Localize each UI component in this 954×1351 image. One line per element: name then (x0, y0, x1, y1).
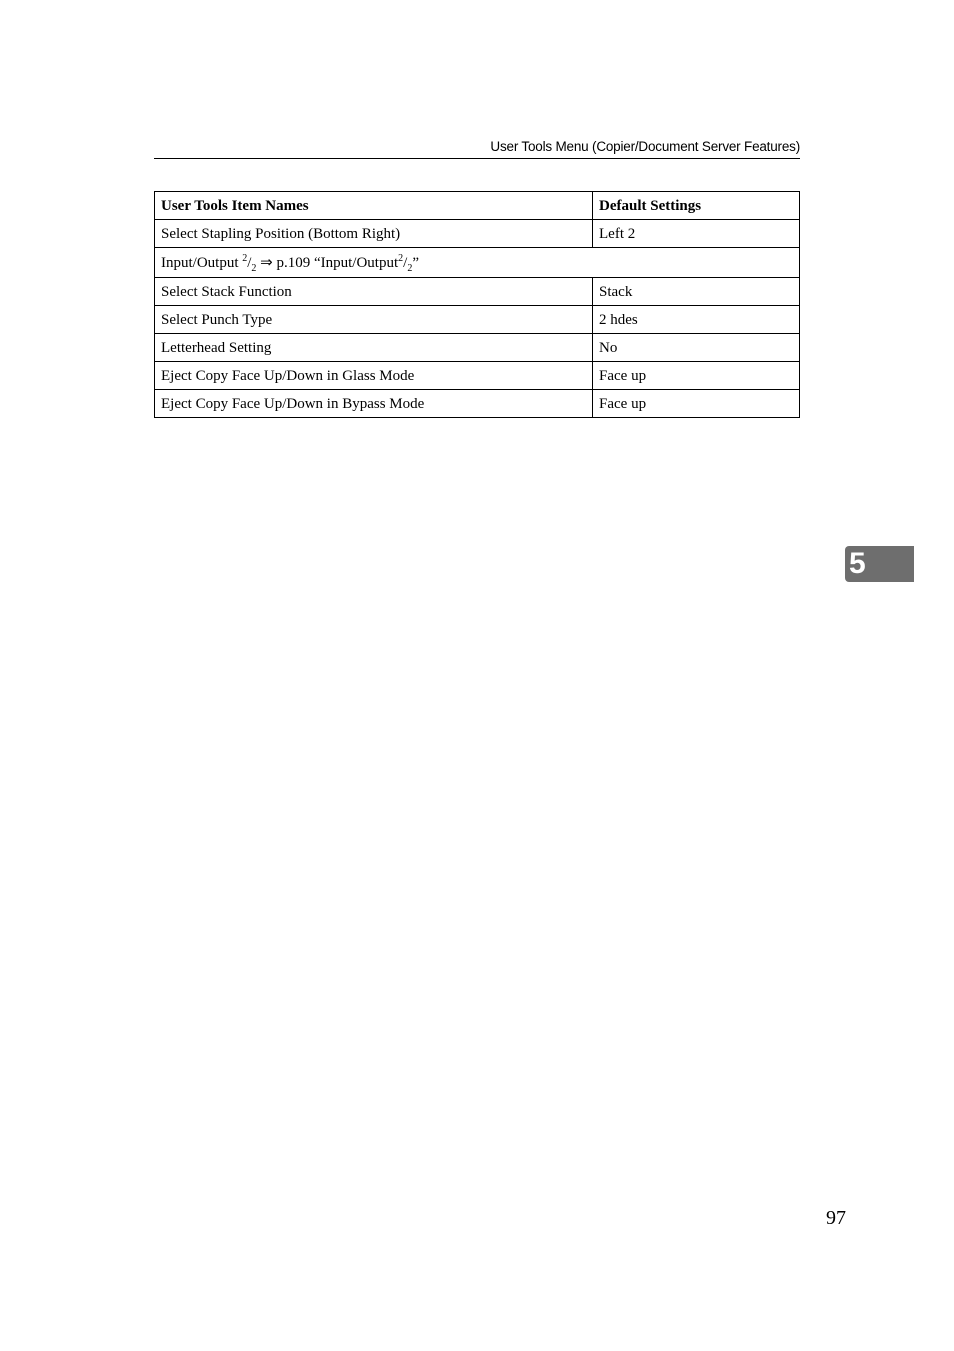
item-name-cell: Select Punch Type (155, 306, 593, 334)
default-setting-cell: Face up (593, 390, 800, 418)
item-name-cell: Eject Copy Face Up/Down in Glass Mode (155, 362, 593, 390)
input-output-reference-row (155, 248, 800, 278)
column-header-item-names: User Tools Item Names (155, 192, 593, 220)
user-tools-settings-table (154, 191, 800, 418)
input-output-reference-cell (155, 248, 800, 278)
table-row (155, 220, 800, 248)
default-setting-cell: Face up (593, 362, 800, 390)
default-setting-cell: 2 hdes (593, 306, 800, 334)
superscript: 2 (242, 252, 248, 264)
input-output-label: Input/Output (161, 254, 243, 271)
subscript: 2 (407, 262, 413, 274)
fraction-slash: / (403, 254, 408, 271)
page-reference-link[interactable]: ⇒ p.109 “Input/Output (256, 254, 399, 271)
chapter-tab (845, 546, 914, 582)
item-name-cell: Select Stack Function (155, 278, 593, 306)
table-header-row (155, 192, 800, 220)
table-row (155, 362, 800, 390)
item-name-cell: Eject Copy Face Up/Down in Bypass Mode (155, 390, 593, 418)
table-row (155, 334, 800, 362)
item-name-cell: Letterhead Setting (155, 334, 593, 362)
table-row (155, 306, 800, 334)
table-row (155, 278, 800, 306)
column-header-default-settings: Default Settings (593, 192, 800, 220)
fraction-slash: / (247, 254, 252, 271)
default-setting-cell: Left 2 (593, 220, 800, 248)
chapter-number: 5 (849, 547, 866, 580)
page-number: 97 (826, 1207, 846, 1229)
default-setting-cell: Stack (593, 278, 800, 306)
table-row (155, 390, 800, 418)
closing-quote: ” (412, 254, 419, 271)
running-header: User Tools Menu (Copier/Document Server Features) (154, 137, 800, 159)
superscript: 2 (398, 252, 404, 264)
item-name-cell: Select Stapling Position (Bottom Right) (155, 220, 593, 248)
default-setting-cell: No (593, 334, 800, 362)
subscript: 2 (251, 262, 257, 274)
